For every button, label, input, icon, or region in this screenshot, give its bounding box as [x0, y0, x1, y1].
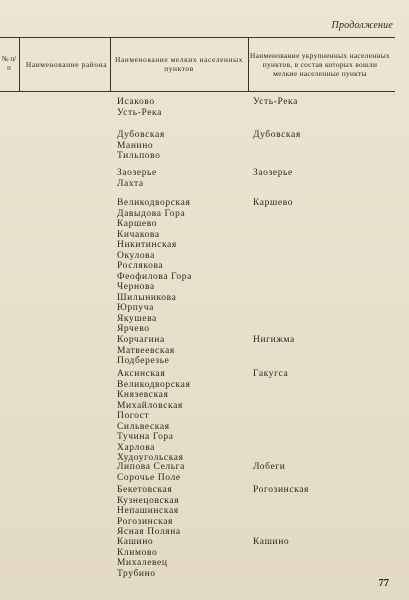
- small-settlement-name: Бекетовская: [117, 485, 173, 495]
- small-settlement-name: Трубино: [117, 568, 156, 579]
- large-settlement-name: Кашино: [253, 537, 290, 547]
- small-settlement-name: Михалевец: [117, 558, 168, 568]
- large-settlement-name: Рогозинская: [253, 485, 310, 495]
- column-divider: [19, 37, 20, 91]
- small-settlement-name: Ярчево: [117, 324, 150, 334]
- small-settlement-name: Рослякова: [117, 261, 164, 271]
- small-settlement-name: Великодворская: [117, 379, 191, 390]
- small-settlement-name: Тильпово: [117, 151, 161, 161]
- small-settlement-name: Липова Сельга: [117, 462, 185, 472]
- small-settlement-name: Кашино: [117, 537, 154, 547]
- large-settlement-name: Заозерье: [253, 168, 293, 178]
- small-settlement-name: Великодворская: [117, 198, 191, 208]
- small-settlement-name: Юрпуча: [117, 303, 154, 313]
- small-settlement-list: [117, 369, 190, 464]
- header-large-settlements: Наименование укрупненных населенных пунктов, в состав которых вошли мелкие населенные пункты: [250, 50, 391, 78]
- large-settlement-name: Нигижма: [253, 335, 295, 345]
- column-divider: [110, 37, 111, 91]
- page-number: 77: [378, 578, 389, 589]
- small-settlement-name: Манино: [117, 140, 154, 151]
- small-settlement-name: Чернова: [117, 282, 155, 292]
- small-settlement-name: Окулова: [117, 250, 155, 261]
- small-settlement-name: Ясная Поляна: [117, 527, 181, 537]
- small-settlement-name: Корчагина: [117, 335, 165, 345]
- table-header-bottom-rule: [0, 91, 395, 92]
- small-settlement-list: [117, 462, 185, 483]
- small-settlement-name: Давыдова Гора: [117, 208, 186, 219]
- small-settlement-name: Рогозинская: [117, 516, 174, 527]
- small-settlement-list: [117, 335, 175, 367]
- small-settlement-list: [117, 168, 157, 189]
- small-settlement-name: Феофилова Гора: [117, 271, 192, 282]
- small-settlement-name: Кузнецовская: [117, 495, 180, 506]
- small-settlement-name: Матвеевская: [117, 345, 175, 356]
- small-settlement-name: Кичакова: [117, 229, 160, 240]
- small-settlement-name: Аксинская: [117, 369, 166, 379]
- small-settlement-name: Сорочье Поле: [117, 472, 181, 483]
- small-settlement-list: [117, 130, 165, 162]
- small-settlement-name: Шилыникова: [117, 292, 177, 303]
- large-settlement-name: Каршево: [253, 198, 294, 208]
- small-settlement-name: Сильвеская: [117, 421, 170, 432]
- header-district: Наименование района: [25, 59, 108, 69]
- small-settlement-name: Непашинская: [117, 506, 179, 516]
- small-settlement-name: Лахта: [117, 178, 144, 189]
- small-settlement-name: Дубовская: [117, 130, 165, 140]
- small-settlement-name: Подберезье: [117, 356, 170, 366]
- small-settlement-name: Погост: [117, 411, 150, 421]
- small-settlement-name: Михайловская: [117, 400, 183, 411]
- small-settlement-list: [117, 198, 192, 335]
- header-number: № п/п: [1, 55, 17, 72]
- small-settlement-list: [117, 97, 162, 118]
- continued-label: Продолжение: [331, 20, 393, 31]
- small-settlement-list: [117, 537, 168, 579]
- small-settlement-name: Климово: [117, 547, 158, 558]
- small-settlement-name: Князевская: [117, 390, 169, 400]
- header-small-settlements: Наименование мелких населенных пунктов: [114, 55, 244, 73]
- small-settlement-name: Заозерье: [117, 168, 157, 178]
- small-settlement-list: [117, 485, 181, 538]
- column-divider: [248, 37, 249, 91]
- small-settlement-name: Худоугольская: [117, 453, 184, 463]
- small-settlement-name: Исаково: [117, 97, 155, 107]
- small-settlement-name: Якушева: [117, 313, 157, 324]
- small-settlement-name: Тучина Гора: [117, 432, 174, 442]
- small-settlement-name: Никитинская: [117, 240, 177, 250]
- large-settlement-name: Дубовская: [253, 130, 301, 140]
- small-settlement-name: Харлова: [117, 442, 155, 453]
- table-header-top-rule: [0, 37, 395, 38]
- large-settlement-name: Усть-Река: [253, 97, 298, 107]
- small-settlement-name: Усть-Река: [117, 107, 162, 118]
- large-settlement-name: Лобеги: [253, 462, 286, 472]
- small-settlement-name: Каршево: [117, 219, 158, 229]
- large-settlement-name: Гакугса: [253, 369, 289, 379]
